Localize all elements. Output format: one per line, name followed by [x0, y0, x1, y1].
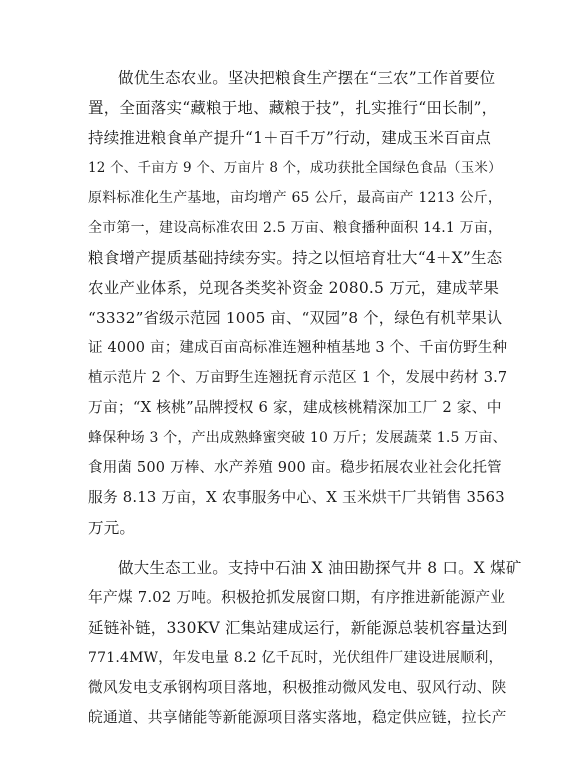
text-line: 做优生态农业。坚决把粮食生产摆在“三农”工作首要位: [118, 69, 496, 87]
text-line: 做大生态工业。支持中石油 X 油田勘探气井 8 口。X 煤矿: [118, 559, 522, 577]
text-line: “3332”省级示范园 1005 亩、“双园”8 个，绿色有机苹果认: [88, 309, 503, 327]
text-line: 微风发电支承钢构项目落地，积极推动微风发电、驭风行动、陕: [88, 679, 507, 696]
text-line: 皖通道、共享储能等新能源项目落实落地，稳定供应链，拉长产: [88, 709, 507, 726]
text-line: 771.4MW，年发电量 8.2 亿千瓦时，光伏组件厂建设进展顺利，: [88, 650, 503, 666]
text-line: 植示范片 2 个、万亩野生连翘抚育示范区 1 个，发展中药材 3.7: [88, 370, 508, 386]
text-line: 证 4000 亩；建成百亩高标准连翘种植基地 3 个、千亩仿野生种: [88, 340, 508, 356]
text-line: 蜂保种场 3 个，产出成熟蜂蜜突破 10 万斤；发展蔬菜 1.5 万亩、: [88, 430, 507, 446]
text-line: 食用菌 500 万棒、水产养殖 900 亩。稳步拓展农业社会化托管: [88, 460, 502, 476]
text-line: 持续推进粮食单产提升“1＋百千万”行动，建成玉米百亩点: [88, 129, 492, 147]
text-line: 全市第一，建设高标准农田 2.5 万亩、粮食播种面积 14.1 万亩，: [88, 220, 503, 236]
text-line: 年产煤 7.02 万吨。积极抢抓发展窗口期，有序推进新能源产业: [88, 589, 506, 606]
text-line: 农业产业体系，兑现各类奖补资金 2080.5 万元，建成苹果: [88, 279, 500, 297]
text-line: 置，全面落实“藏粮于地、藏粮于技”，扎实推行“田长制”，: [88, 99, 498, 117]
text-line: 粮食增产提质基础持续夯实。持之以恒培育壮大“4＋X”生态: [88, 249, 503, 267]
text-line: 12 个、千亩方 9 个、万亩片 8 个，成功获批全国绿色食品（玉米）: [88, 160, 502, 176]
text-line: 原料标准化生产基地，亩均增产 65 公斤，最高亩产 1213 公斤，: [88, 190, 503, 206]
text-line: 万亩；“X 核桃”品牌授权 6 家，建成核桃精深加工厂 2 家、中: [88, 399, 502, 416]
text-line: 服务 8.13 万亩，X 农事服务中心、X 玉米烘干厂共销售 3563: [88, 489, 505, 506]
text-line: 延链补链，330KV 汇集站建成运行，新能源总装机容量达到: [88, 619, 508, 637]
text-line: 万元。: [88, 519, 136, 537]
